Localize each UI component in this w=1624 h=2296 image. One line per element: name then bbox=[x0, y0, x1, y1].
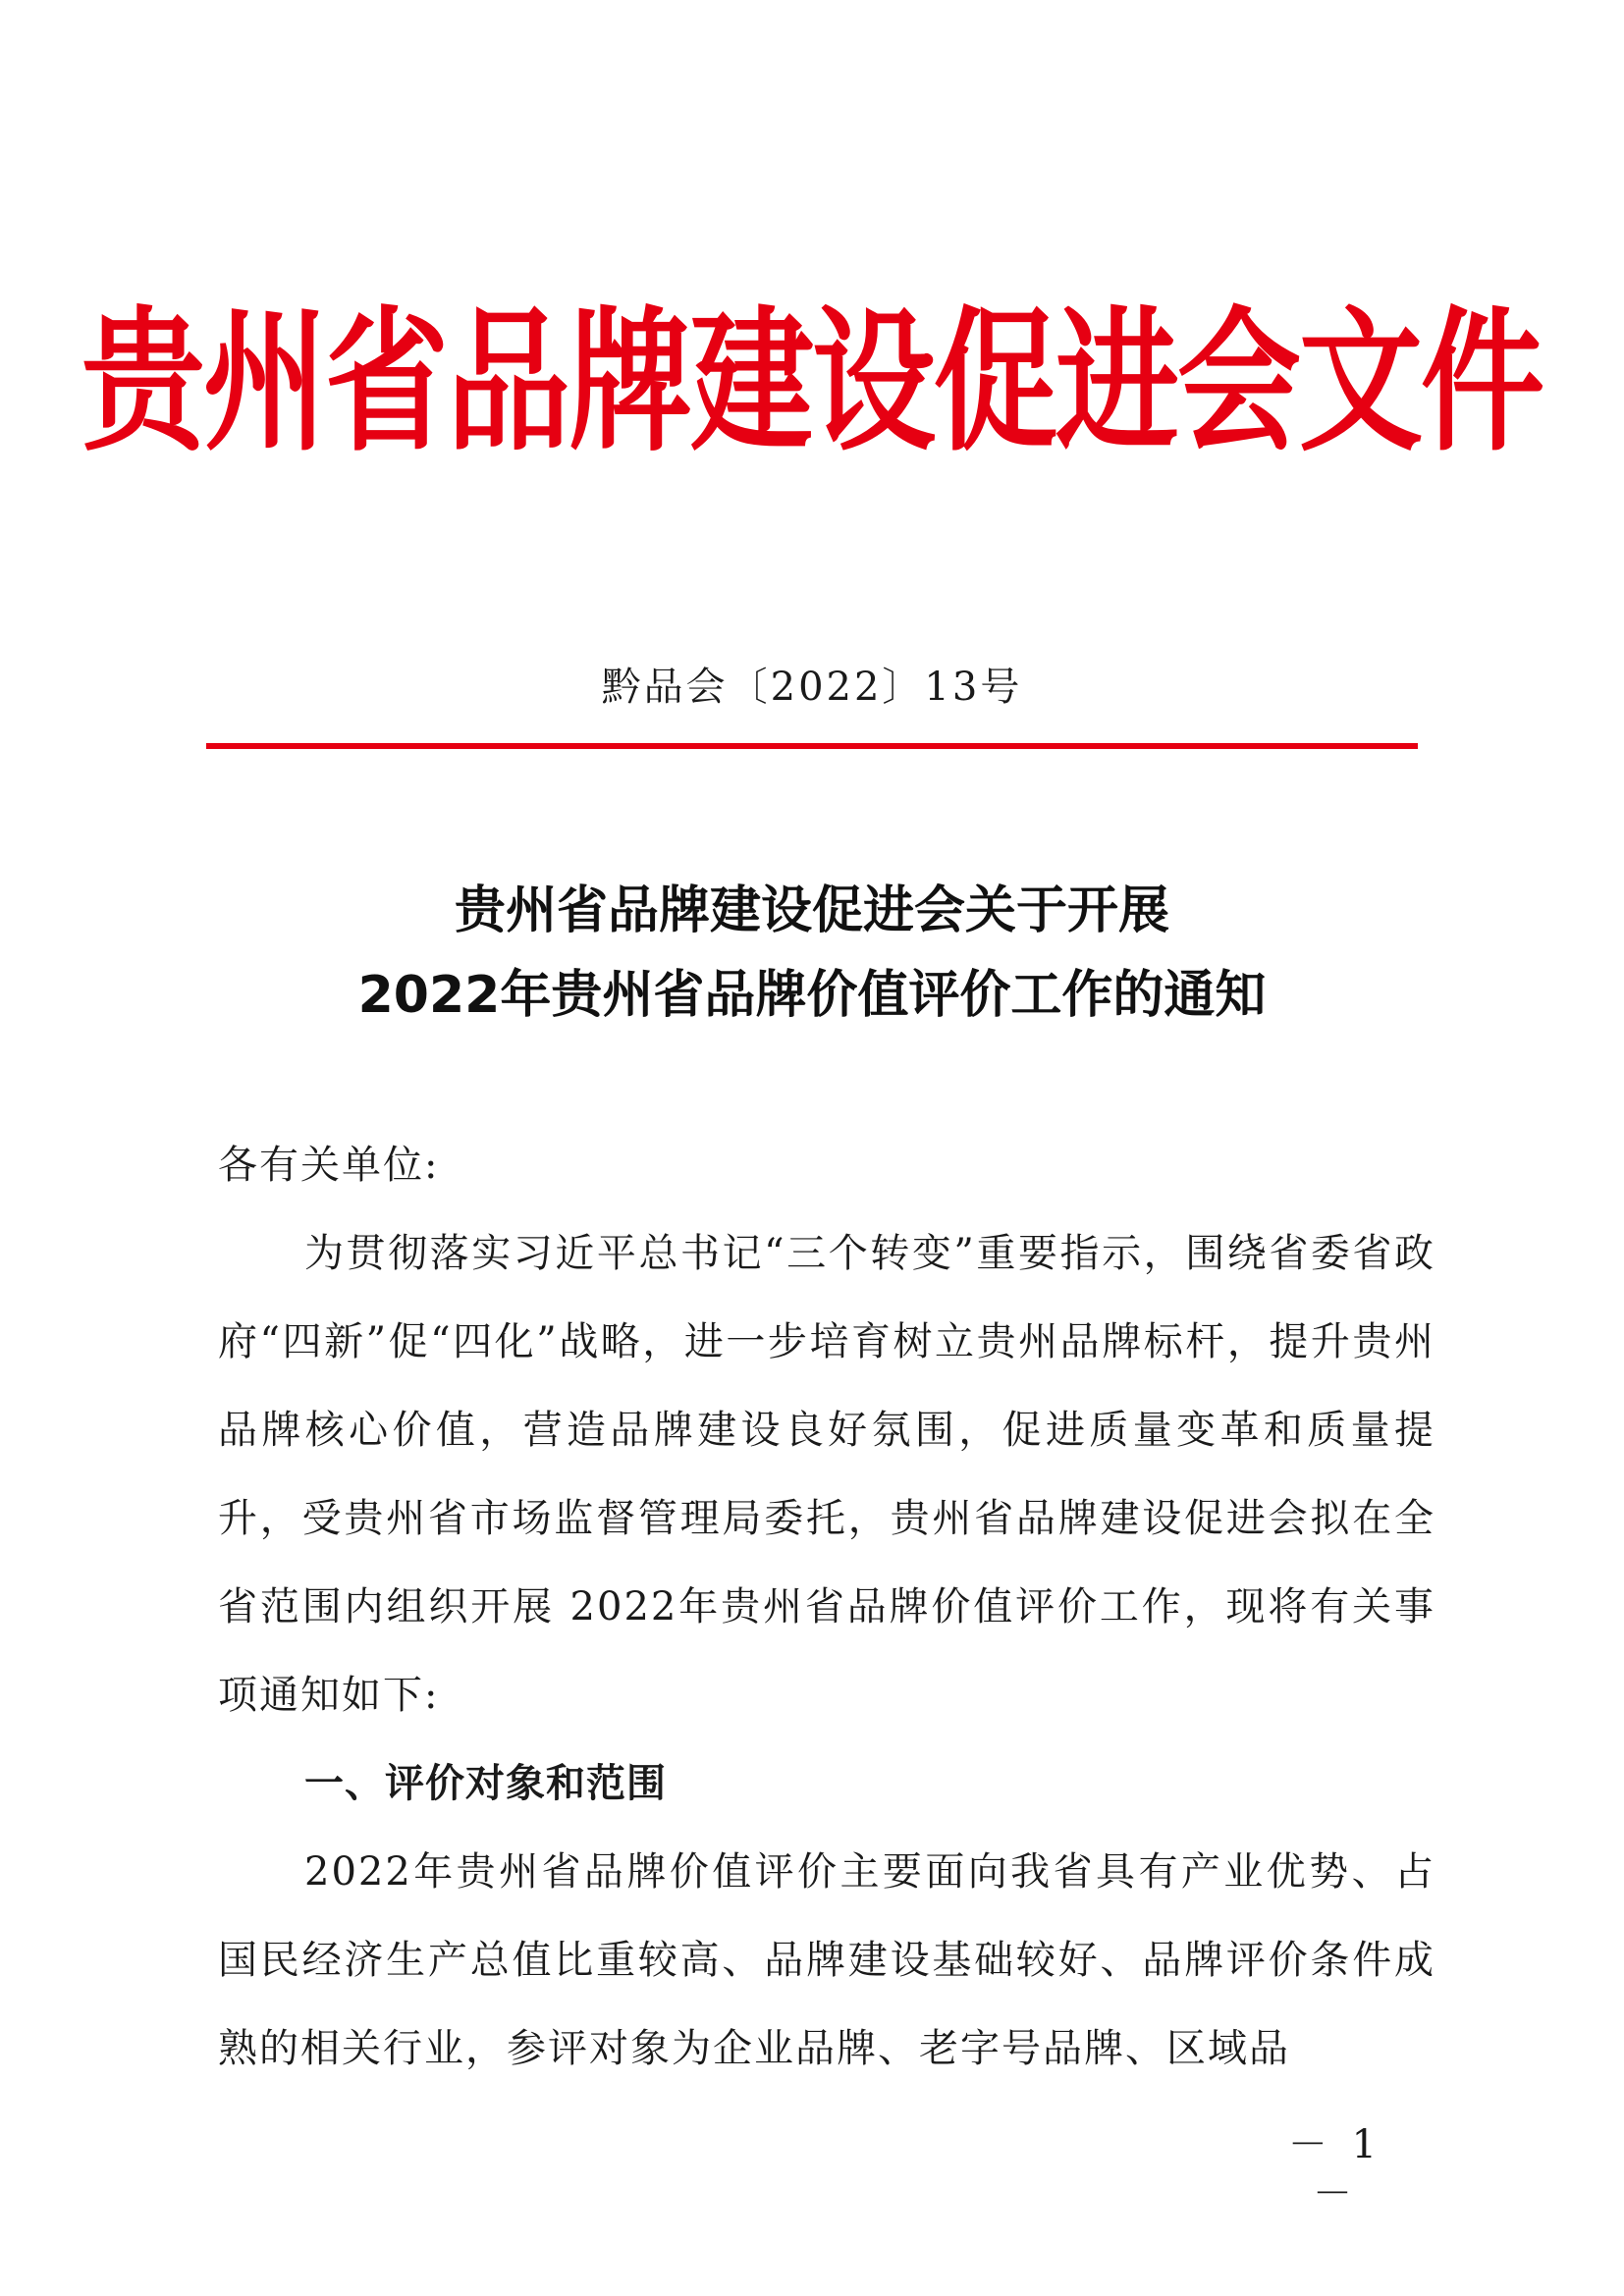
intro-paragraph: 为贯彻落实习近平总书记“三个转变”重要指示，围绕省委省政府“四新”促“四化”战略，进一步培育树立贵州品牌标杆，提升贵州品牌核心价值，营造品牌建设良好氛围，促进质量变革和质量提升，受贵州省市场监督管理局委托，贵州省品牌建设促进会拟在全省范围内组织开展 2022年贵州省品牌价值评价工作，现将有关事项通知如下: bbox=[218, 1231, 1435, 1718]
notice-title bbox=[0, 869, 1624, 1038]
document-number: 黔品会〔2022〕13号 bbox=[601, 665, 1023, 710]
masthead-title: 贵州省品牌建设促进会文件 bbox=[81, 292, 1543, 473]
section-1-paragraph: 2022年贵州省品牌价值评价主要面向我省具有产业优势、占国民经济生产总值比重较高、品牌建设基础较好、品牌评价条件成熟的相关行业，参评对象为企业品牌、老字号品牌、区域品 bbox=[218, 1849, 1435, 2071]
salutation: 各有关单位: bbox=[218, 1143, 440, 1188]
notice-title-line-2: 2022年贵州省品牌价值评价工作的通知 bbox=[357, 966, 1267, 1025]
notice-title-line-1: 贵州省品牌建设促进会关于开展 bbox=[454, 881, 1169, 940]
document-body bbox=[218, 1121, 1435, 2093]
page-number: － 1 － bbox=[1287, 2122, 1383, 2216]
red-divider-line bbox=[206, 743, 1418, 749]
section-1-heading: 一、评价对象和范围 bbox=[304, 1761, 667, 1806]
